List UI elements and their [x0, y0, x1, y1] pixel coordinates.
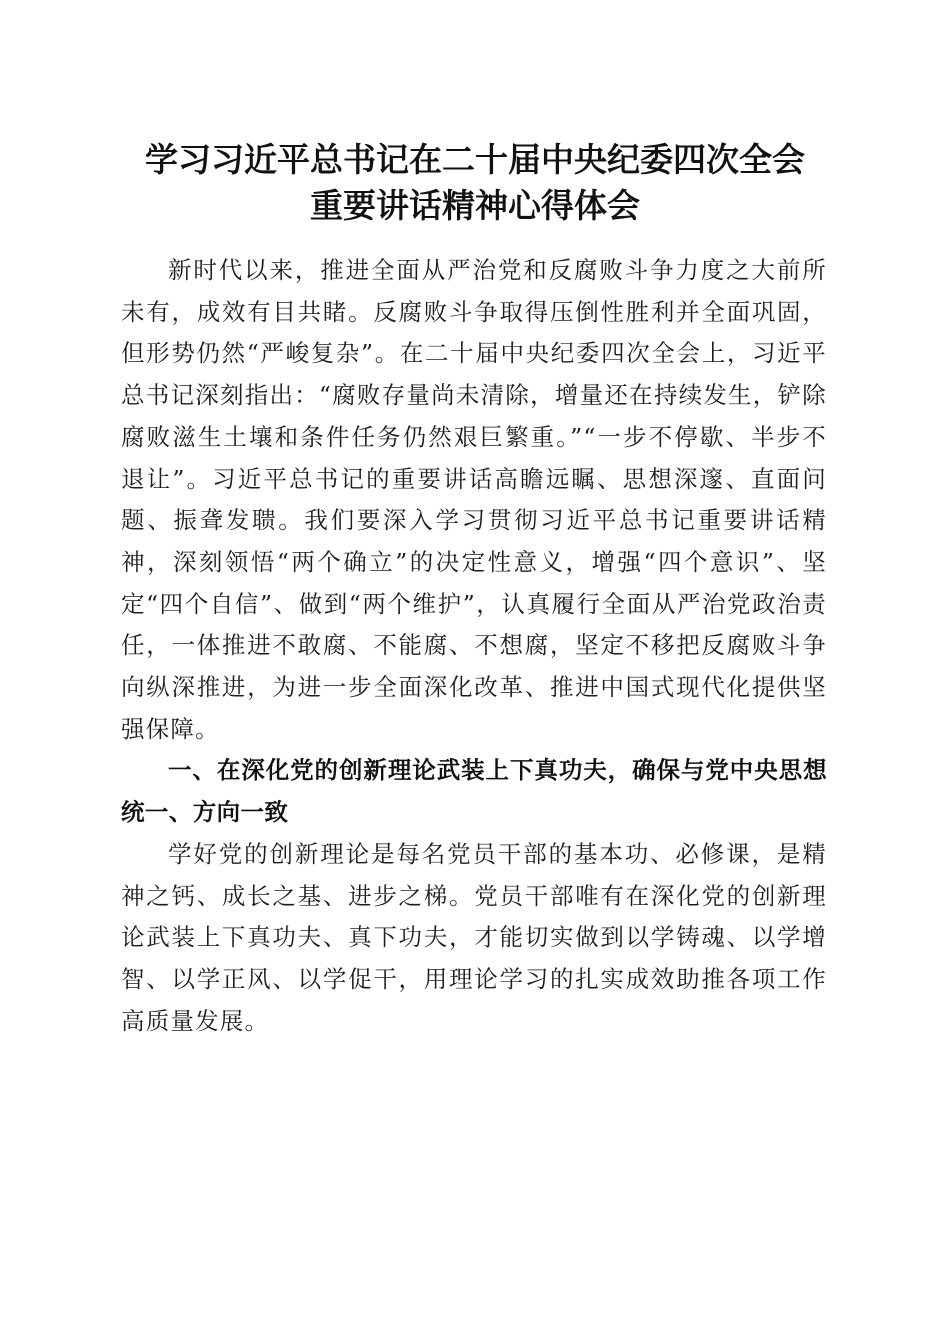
section-1-paragraph: 学好党的创新理论是每名党员干部的基本功、必修课，是精神之钙、成长之基、进步之梯。党员干部唯有在深化党的创新理论武装上下真功夫、真下功夫，才能切实做到以学铸魂、以学增智、以学正风、以学促干，用理论学习的扎实成效助推各项工作高质量发展。 — [121, 839, 827, 1035]
document-title-line-2: 重要讲话精神心得体会 — [310, 186, 640, 225]
section-1-heading: 一、在深化党的创新理论武装上下真功夫，确保与党中央思想统一、方向一致 — [121, 756, 827, 827]
document-body — [121, 250, 827, 1042]
intro-paragraph: 新时代以来，推进全面从严治党和反腐败斗争力度之大前所未有，成效有目共睹。反腐败斗争取得压倒性胜利并全面巩固，但形势仍然“严峻复杂”。在二十届中央纪委四次全会上，习近平总书记深刻指出：“腐败存量尚未清除，增量还在持续发生，铲除腐败滋生土壤和条件任务仍然艰巨繁重。”“一步不停歇、半步不退让”。习近平总书记的重要讲话高瞻远瞩、思想深邃、直面问题、振聋发聩。我们要深入学习贯彻习近平总书记重要讲话精神，深刻领悟“两个确立”的决定性意义，增强“四个意识”、坚定“四个自信”、做到“两个维护”，认真履行全面从严治党政治责任，一体推进不敢腐、不能腐、不想腐，坚定不移把反腐败斗争向纵深推进，为进一步全面深化改革、推进中国式现代化提供坚强保障。 — [121, 256, 827, 743]
document-title-line-1: 学习习近平总书记在二十届中央纪委四次全会 — [145, 140, 805, 179]
